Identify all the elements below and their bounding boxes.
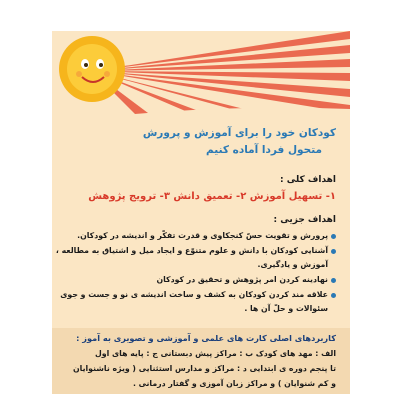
bullet-item (56, 246, 336, 255)
blue-dot-icon (331, 249, 336, 254)
bullet-text: آشنایی کودکان با دانش و علوم متنوّع و ایجاد میل و اشتیاق به مطالعه ، (55, 246, 328, 255)
bullet-item (60, 290, 336, 299)
uses-title: کاربردهای اصلی کارت های علمی و آموزشی و تصویری به آموز : (76, 333, 336, 343)
headline-line-1: کودکان خود را برای آموزش و پرورش (142, 127, 336, 139)
uses-line-1: الف : مهد های کودک ب : مراکز پیش دبستانی ج : پایه های اول (95, 349, 336, 358)
headline-line-2: متحول فردا آماده کنیم (206, 144, 322, 156)
uses-line-3: و کم شنوایان ) و مراکز زبان آموزی و گفتار درمانی . (132, 379, 336, 388)
uses-line-2: تا پنجم دوره ی ابتدایی د : مراکز و مدارس استثنایی ( ویژه ناشنوایان (73, 364, 336, 373)
bullet-text: علاقه مند کردن کودکان به کشف و ساخت اندیشه ی نو و جست و جوی (60, 290, 328, 299)
blue-dot-icon (331, 293, 336, 298)
blue-dot-icon (331, 234, 336, 239)
sunburst-graphic (52, 31, 350, 131)
bullet-text: نهادینه کردن امر پژوهش و تحقیق در کودکان (156, 275, 328, 284)
blue-dot-icon (331, 278, 336, 283)
general-goals-title: اهداف کلی : (280, 175, 336, 185)
bullet-item (156, 275, 336, 284)
bullet-text: پرورش و تقویت حسّ کنجکاوی و قدرت تفکّر و اندیشه در کودکان. (77, 231, 328, 240)
partial-goals-title: اهداف جزیی : (273, 215, 336, 225)
header-illustration (52, 31, 350, 131)
general-goals-list: ۱- تسهیل آموزش ۲- تعمیق دانش ۳- ترویج پژوهش (88, 191, 336, 202)
brochure-card (52, 31, 350, 394)
bullet-item (77, 231, 336, 240)
bullet-continuation: آموزش و یادگیری. (257, 260, 328, 269)
sun-mascot-icon (59, 36, 125, 102)
bullet-continuation: سئوالات و حلّ آن ها . (244, 304, 328, 313)
